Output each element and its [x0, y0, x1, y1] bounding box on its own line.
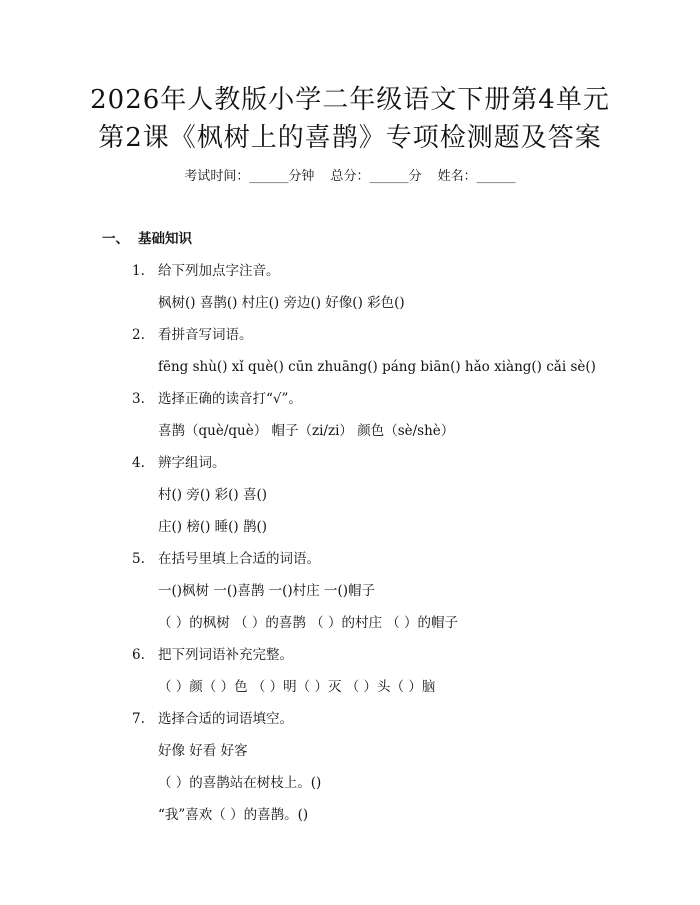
question-number: 4.: [132, 455, 145, 471]
section-number: 一、: [102, 231, 129, 247]
question-line: 一()枫树 一()喜鹊 一()村庄 一()帽子: [158, 583, 376, 599]
question-prompt: [132, 324, 253, 346]
question-number: 2.: [132, 327, 145, 343]
question-line: “我”喜欢（ ）的喜鹊。(): [158, 807, 309, 823]
question-text: 辨字组词。: [158, 455, 226, 471]
exam-time-field: 考试时间：______分钟: [184, 169, 315, 184]
exam-score-field: 总分：______分: [330, 169, 422, 184]
question-prompt: [132, 548, 320, 570]
question-number: 7.: [132, 711, 145, 727]
question-text: 选择正确的读音打“√”。: [158, 391, 302, 407]
question-line: （ ）颜（ ）色 （ ）明（ ）灭 （ ）头（ ）脑: [158, 679, 436, 695]
question-line: （ ）的喜鹊站在树枝上。(): [158, 775, 322, 791]
question-prompt: [132, 260, 280, 282]
question-text: 给下列加点字注音。: [158, 263, 280, 279]
question-prompt: [132, 452, 226, 474]
question-number: 3.: [132, 391, 145, 407]
question-line: 喜鹊（què/què） 帽子（zi/zi） 颜色（sè/shè）: [158, 423, 455, 439]
question-text: 在括号里填上合适的词语。: [158, 551, 320, 567]
question-number: 1.: [132, 263, 145, 279]
document-title-line1: 2026年人教版小学二年级语文下册第4单元: [90, 85, 610, 115]
question-prompt: [132, 708, 293, 730]
question-number: 6.: [132, 647, 145, 663]
question-line: 庄() 榜() 睡() 鹊(): [158, 519, 268, 535]
question-line: 好像 好看 好客: [158, 743, 248, 759]
question-line: 枫树() 喜鹊() 村庄() 旁边() 好像() 彩色(): [158, 295, 405, 311]
section-title: 基础知识: [138, 231, 192, 247]
question-line: （ ）的枫树 （ ）的喜鹊 （ ）的村庄 （ ）的帽子: [158, 615, 459, 631]
exam-name-field: 姓名：______: [437, 169, 516, 184]
question-number: 5.: [132, 551, 145, 567]
question-text: 把下列词语补充完整。: [158, 647, 293, 663]
exam-info: [0, 167, 700, 187]
question-line: 村() 旁() 彩() 喜(): [158, 487, 268, 503]
question-text: 选择合适的词语填空。: [158, 711, 293, 727]
question-text: 看拼音写词语。: [158, 327, 253, 343]
document-title-line2: 第2课《枫树上的喜鹊》专项检测题及答案: [98, 123, 602, 153]
question-prompt: [132, 644, 293, 666]
question-line: fēng shù() xǐ què() cūn zhuāng() páng biān() hǎo xiàng() cǎi sè(): [158, 359, 596, 375]
section-heading: [102, 228, 192, 250]
question-prompt: [132, 388, 302, 410]
